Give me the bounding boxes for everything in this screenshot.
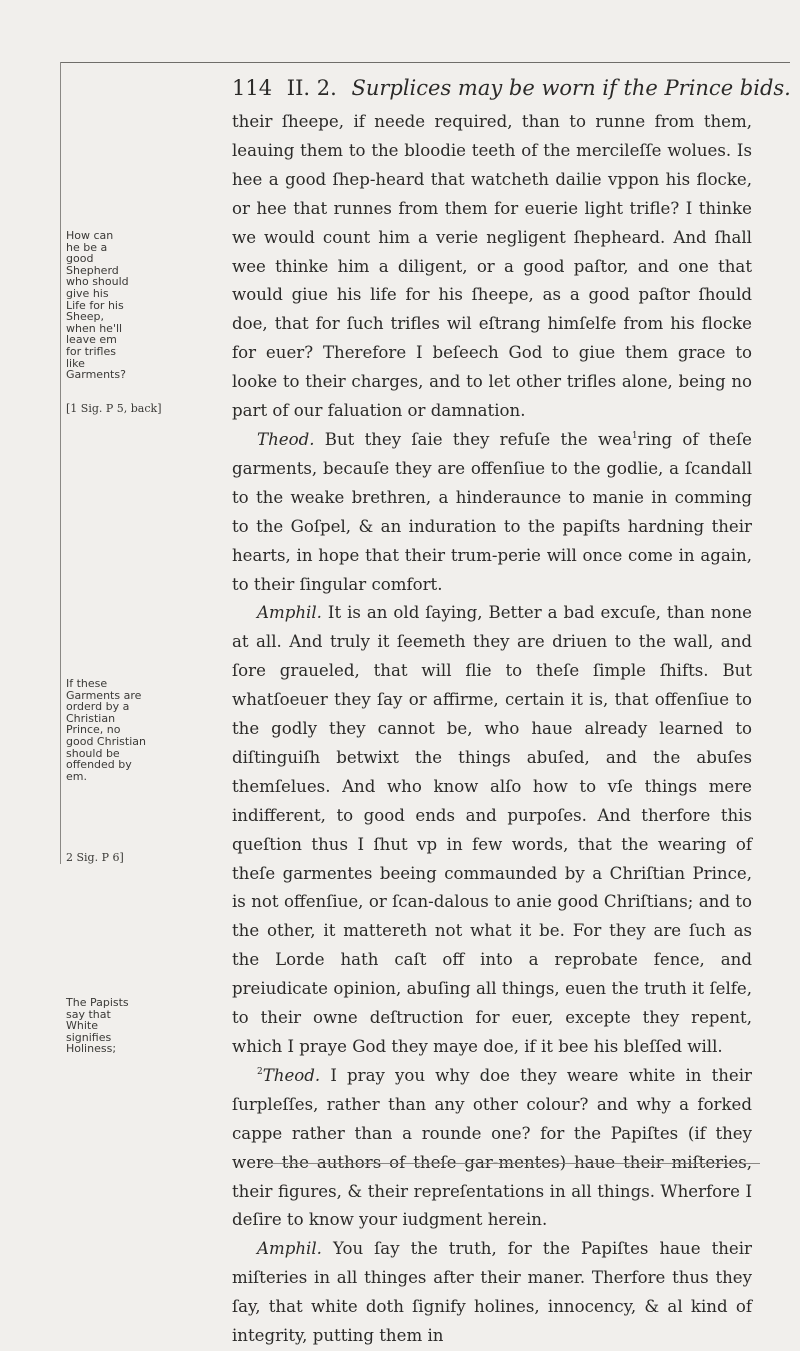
paragraph-text-cont: ring of theſe garments, becauſe they are offenſiue to the godlie, a ſcandall to the weake brethren, a hinderaunce to manie in comming to the Goſpel, & an induration to the papiſts hardning their hearts, in hope that their trum-perie will once come in again, to their ſingular comfort. <box>232 429 752 594</box>
sidenote-garments: If these Garments are orderd by a Christian Prince, no good Christian should be offended by em. <box>66 677 146 783</box>
speaker-label: Amphil. <box>257 1239 322 1259</box>
bottom-border-rule <box>260 1163 760 1164</box>
speaker-label: Amphil. <box>257 603 322 623</box>
speaker-label: Theod. <box>257 429 315 449</box>
footnote-marker: 1 <box>631 430 638 441</box>
paragraph-text: But they ſaie they refuſe the wea <box>324 429 632 449</box>
paragraph-text: You ſay the truth, for the Papiſtes haue their miſteries in all thinges after their maner. Therfore thus they ſay, that white doth ſignify holines, innocency, & al kind of integrity, putting them in <box>232 1239 752 1346</box>
top-border-rule <box>60 62 790 63</box>
part-label: II. 2. <box>286 76 337 100</box>
paragraph-text: It is an old ſaying, Better a bad excuſe, than none at all. And truly it ſeemeth they are driuen to the wall, and ſore graueled, that will flie to theſe ſimple ſhifts. But whatſoeuer they ſay or affirme, certain it is, that offenſiue to the godly they cannot be, who haue already learned to diſtinguiſh betwixt the things abuſed, and the abuſes themſelues. And who know alſo how to vſe things mere indifferent, to good ends and purpoſes. And therfore this queſtion thus I ſhut vp in few words, that the wearing of theſe garmentes beeing commaunded by a Chriſtian Prince, is not offenſiue, or ſcan-dalous to anie good Chriſtians; and to the other, it mattereth not what it be. For they are ſuch as the Lorde hath caſt off into a reprobate fence, and preiudicate opinion, abuſing all things, euen the truth it ſelfe, to their owne deſtruction for euer, excepte they repent, which I praye God they maye doe, if it bee his bleſſed will. <box>232 603 752 1056</box>
page-number: 114 <box>232 76 273 100</box>
paragraph-amphil-1 <box>232 599 752 1062</box>
main-text <box>232 108 752 1351</box>
paragraph-theod-1 <box>232 426 752 599</box>
sidenote-shepherd: How can he be a good Shepherd who should give his Life for his Sheep, when he'll leave em for trifles like Garments? <box>66 229 129 382</box>
sidenote-signature-1: [1 Sig. P 5, back] <box>66 402 162 415</box>
paragraph-continued <box>232 108 752 426</box>
running-header <box>232 76 791 100</box>
sidenote-signature-2: 2 Sig. P 6] <box>66 851 124 864</box>
running-title: Surplices may be worn if the Prince bids. <box>351 76 791 100</box>
footnote-marker: 2 <box>257 1066 263 1077</box>
speaker-label: Theod. <box>262 1065 321 1085</box>
paragraph-theod-2 <box>232 1062 752 1235</box>
sidenote-papists: The Papists say that White signifies Holiness; <box>66 996 129 1056</box>
paragraph-text: their ſheepe, if neede required, than to runne from them, leauing them to the bloodie teeth of the mercileſſe wolues. Is hee a good ſhep-heard that watcheth dailie vppon his flocke, or hee that runnes from them for euerie light trifle? I thinke we would count him a verie negligent ſhepheard. And ſhall wee thinke him a diligent, or a good paſtor, and one that would giue his life for his ſheepe, as a good paſtor ſhould doe, that for ſuch trifles wil eſtrang himſelfe from his flocke for euer? Therefore I beſeech God to giue them grace to looke to their charges, and to let other trifles alone, being no part of our faluation or damnation. <box>232 112 752 421</box>
left-border-rule <box>60 62 61 864</box>
paragraph-text: I pray you why doe they weare white in their ſurpleſſes, rather than any other colour? and why a forked cappe rather than a rounde one? for the Papiſtes (if they were the authors of theſe gar-mentes) haue their miſteries, their figures, & their repreſentations in all things. Wherfore I deſire to know your iudgment herein. <box>232 1065 752 1230</box>
paragraph-amphil-2 <box>232 1235 752 1351</box>
